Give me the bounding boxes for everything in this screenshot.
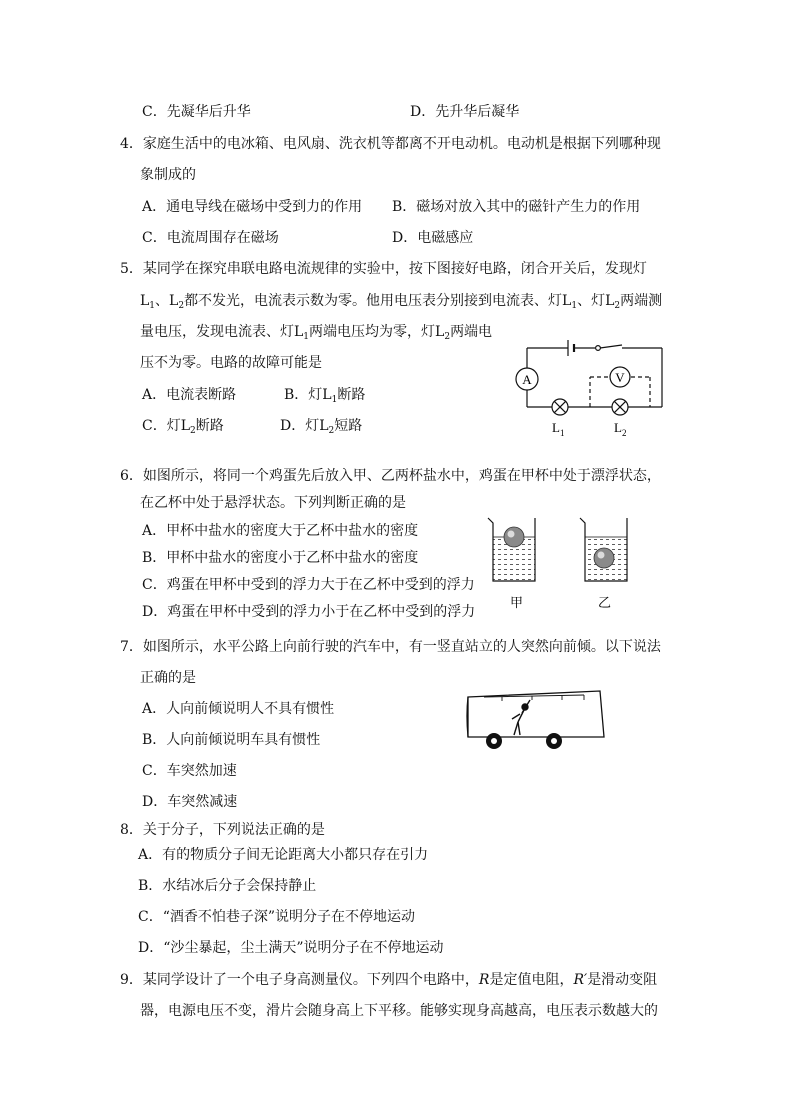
q7-option-d: D．车突然减速 — [142, 794, 238, 810]
q3-option-c: C．先凝华后升华 — [142, 104, 251, 120]
q6-option-a: A．甲杯中盐水的密度大于乙杯中盐水的密度 — [142, 523, 419, 539]
q9-stem-line1: 9．某同学设计了一个电子身高测量仪。下列四个电路中，R是定值电阻，R′是滑动变阻 — [120, 972, 658, 988]
switch-contact — [596, 346, 601, 351]
q6-stem-line1: 6．如图所示，将同一个鸡蛋先后放入甲、乙两杯盐水中，鸡蛋在甲杯中处于漂浮状态， — [120, 468, 661, 484]
beakers-figure — [480, 512, 630, 622]
q8-option-b: B．水结冰后分子会保持静止 — [138, 878, 317, 894]
q7-option-a: A．人向前倾说明人不具有惯性 — [142, 701, 335, 717]
beaker-a-label: 甲 — [510, 596, 524, 611]
q5-stem-line4: 压不为零。电路的故障可能是 — [140, 355, 322, 371]
q6-option-c: C．鸡蛋在甲杯中受到的浮力大于在乙杯中受到的浮力 — [142, 577, 475, 593]
q4-option-c: C．电流周围存在磁场 — [142, 230, 279, 246]
q8-stem: 8．关于分子，下列说法正确的是 — [120, 822, 325, 838]
switch-blade — [600, 345, 622, 348]
lamp1-label: $L_1$ — [552, 420, 565, 438]
q7-option-b: B．人向前倾说明车具有惯性 — [142, 732, 321, 748]
q4-stem-line2: 象制成的 — [140, 167, 196, 183]
egg-floating — [504, 527, 524, 547]
ammeter-label: A — [522, 372, 532, 387]
voltmeter-label: V — [615, 370, 625, 385]
q7-option-c: C．车突然加速 — [142, 763, 237, 779]
q5-option-d: D．灯$L_2$短路 — [280, 418, 363, 436]
leaning-passenger — [512, 700, 530, 735]
q5-stem-line3: 量电压，发现电流表、灯$L_1$两端电压均为零，灯$L_2$两端电 — [140, 324, 493, 342]
beaker-b — [580, 518, 627, 581]
q4-option-a: A．通电导线在磁场中受到力的作用 — [142, 199, 363, 215]
q8-option-d: D．“沙尘暴起，尘土满天”说明分子在不停地运动 — [138, 940, 444, 956]
q3-option-d: D．先升华后凝华 — [410, 104, 520, 120]
q5-option-a: A．电流表断路 — [142, 387, 237, 403]
q8-option-c: C．“酒香不怕巷子深”说明分子在不停地运动 — [138, 909, 416, 925]
beaker-b-label: 乙 — [598, 596, 612, 611]
q7-stem-line2: 正确的是 — [140, 670, 196, 686]
q5-stem-line1: 5．某同学在探究串联电路电流规律的实验中，按下图接好电路，闭合开关后，发现灯 — [120, 261, 647, 277]
q8-option-a: A．有的物质分子间无论距离大小都只存在引力 — [138, 847, 429, 863]
q5-option-c: C．灯$L_2$断路 — [142, 418, 224, 436]
q9-stem-line2: 器，电源电压不变，滑片会随身高上下平移。能够实现身高越高，电压表示数越大的 — [140, 1003, 658, 1019]
q6-option-b: B．甲杯中盐水的密度小于乙杯中盐水的密度 — [142, 550, 419, 566]
q5-stem-line2: $L_1$、$L_2$都不发光，电流表示数为零。他用电压表分别接到电流表、灯$L_1$、灯$L_2$两端测 — [140, 293, 663, 311]
q4-option-b: B．磁场对放入其中的磁针产生力的作用 — [392, 199, 641, 215]
q6-option-d: D．鸡蛋在甲杯中受到的浮力小于在乙杯中受到的浮力 — [142, 604, 476, 620]
q5-option-b: B．灯$L_1$断路 — [284, 387, 366, 405]
egg-suspended — [594, 548, 614, 568]
q4-stem-line1: 4．家庭生活中的电冰箱、电风扇、洗衣机等都离不开电动机。电动机是根据下列哪种现 — [120, 136, 661, 152]
beaker-a — [488, 518, 535, 581]
bus-figure — [462, 685, 612, 755]
lamp2-label: $L_2$ — [614, 420, 627, 438]
circuit-diagram — [510, 335, 670, 440]
q4-option-d: D．电磁感应 — [392, 230, 474, 246]
q6-stem-line2: 在乙杯中处于悬浮状态。下列判断正确的是 — [140, 495, 406, 511]
q7-stem-line1: 7．如图所示，水平公路上向前行驶的汽车中，有一竖直站立的人突然向前倾。以下说法 — [120, 639, 661, 655]
